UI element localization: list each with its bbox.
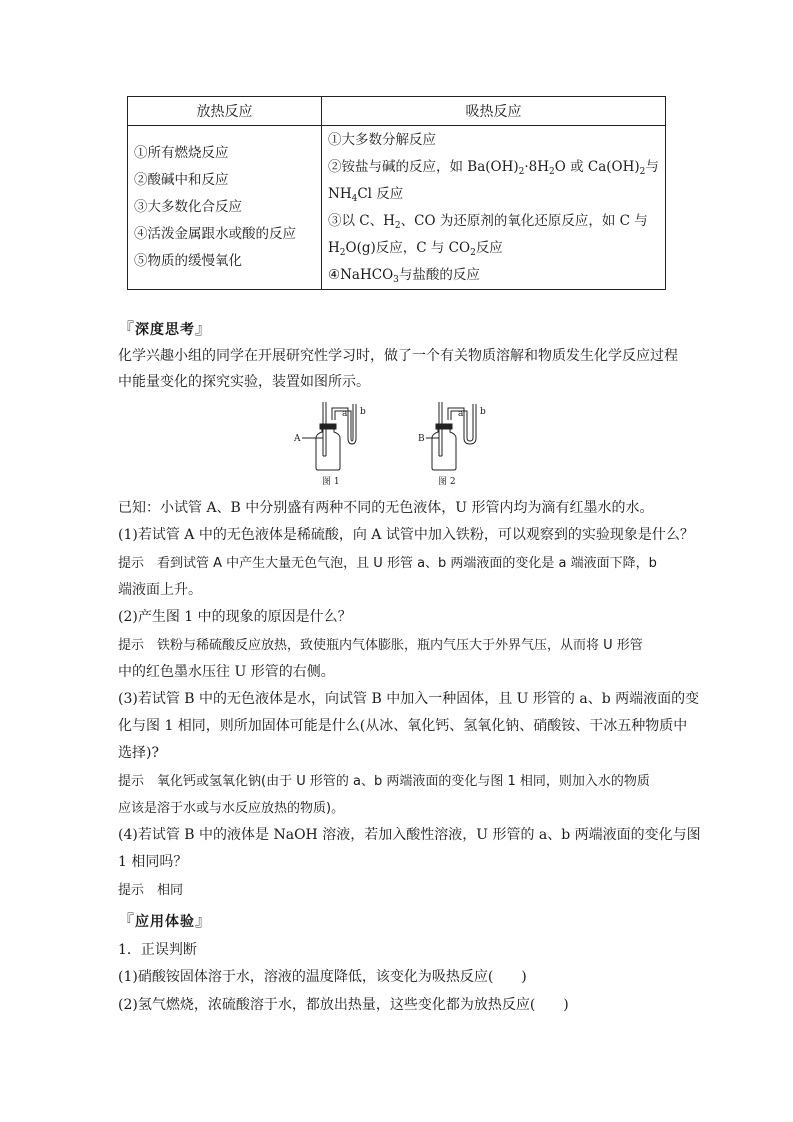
judgment-1: (1)硝酸铵固体溶于水，溶液的温度降低，该变化为吸热反应( ) bbox=[118, 969, 527, 985]
answer-4: 提示 相同 bbox=[118, 883, 184, 898]
question-4-line-2: 1 相同吗？ bbox=[118, 854, 188, 870]
section-application: 『应用体验』 bbox=[118, 911, 213, 930]
endothermic-cell bbox=[322, 126, 666, 290]
label-A: A bbox=[294, 434, 301, 444]
endo-line-2: ②铵盐与碱的反应，如 $Ba(OH)_2\cdot 8H_2O$ 或 $Ca(OH)_2$与 bbox=[328, 159, 659, 177]
exo-item-2: ②酸碱中和反应 bbox=[134, 172, 229, 188]
answer-3-line-1: 提示 氧化钙或氢氧化钠(由于 U 形管的 a、b 两端液面的变化与图 1 相同，则加入水的物质 bbox=[118, 774, 650, 789]
judgment-2: (2)氢气燃烧，浓硫酸溶于水，都放出热量，这些变化都为放热反应( ) bbox=[118, 997, 569, 1013]
question-3-line-2: 化与图 1 相同，则所加固体可能是什么(从冰、氧化钙、氢氧化钠、硝酸铵、干冰五种物质中 bbox=[118, 718, 688, 734]
caption-fig2: 图 2 bbox=[438, 477, 456, 487]
question-3-line-3: 选择)? bbox=[118, 745, 159, 761]
exo-item-4: ④活泼金属跟水或酸的反应 bbox=[134, 226, 296, 242]
apparatus-figure bbox=[290, 398, 510, 488]
endo-line-6: ④NaHCO$_3$与盐酸的反应 bbox=[328, 267, 480, 285]
answer-1-line-1: 提示 看到试管 A 中产生大量无色气泡，且 U 形管 a、b 两端液面的变化是 a 端液面下降，b bbox=[118, 556, 657, 571]
header-exothermic: 放热反应 bbox=[128, 97, 322, 126]
exothermic-cell bbox=[128, 126, 322, 290]
caption-fig1: 图 1 bbox=[322, 477, 340, 487]
question-3-line-1: (3)若试管 B 中的无色液体是水，向试管 B 中加入一种固体，且 U 形管的 a、b 两端液面的变 bbox=[118, 691, 700, 707]
question-4-line-1: (4)若试管 B 中的液体是 NaOH 溶液，若加入酸性溶液，U 形管的 a、b 两端液面的变化与图 bbox=[118, 827, 701, 843]
label-a-fig2: a bbox=[458, 409, 464, 419]
intro-line-1: 化学兴趣小组的同学在开展研究性学习时，做了一个有关物质溶解和物质发生化学反应过程 bbox=[118, 348, 678, 364]
reaction-table bbox=[127, 96, 666, 290]
label-b-fig2: b bbox=[480, 407, 486, 417]
known-text: 已知：小试管 A、B 中分别盛有两种不同的无色液体，U 形管内均为滴有红墨水的水。 bbox=[118, 500, 654, 516]
label-a-fig1: a bbox=[342, 409, 348, 419]
answer-1-line-2: 端液面上升。 bbox=[118, 582, 202, 598]
header-endothermic: 吸热反应 bbox=[322, 97, 666, 126]
section-deep-thinking: 『深度思考』 bbox=[118, 319, 213, 338]
endo-line-5: $H_2O(g)$反应，C 与 $CO_2$反应 bbox=[328, 240, 503, 258]
item-1-title: 1．正误判断 bbox=[118, 942, 197, 958]
answer-2-line-2: 中的红色墨水压往 U 形管的右侧。 bbox=[118, 664, 335, 680]
label-b-fig1: b bbox=[360, 407, 366, 417]
endo-line-4: ③以 C、$H_2$、CO 为还原剂的氧化还原反应，如 C 与 bbox=[328, 213, 648, 231]
answer-3-line-2: 应该是溶于水或与水反应放热的物质)。 bbox=[118, 801, 345, 816]
answer-2-line-1: 提示 铁粉与稀硫酸反应放热，致使瓶内气体膨胀，瓶内气压大于外界气压，从而将 U 形管 bbox=[118, 638, 643, 653]
label-B: B bbox=[418, 434, 425, 444]
intro-line-2: 中能量变化的探究实验，装置如图所示。 bbox=[118, 374, 370, 390]
exo-item-1: ①所有燃烧反应 bbox=[134, 145, 229, 161]
question-2: (2)产生图 1 中的现象的原因是什么？ bbox=[118, 609, 352, 625]
question-1: (1)若试管 A 中的无色液体是稀硫酸，向 A 试管中加入铁粉，可以观察到的实验现象是什么？ bbox=[118, 527, 694, 543]
exo-item-3: ③大多数化合反应 bbox=[134, 199, 242, 215]
endo-line-1: ①大多数分解反应 bbox=[328, 132, 436, 148]
endo-line-3: $NH_4Cl$ 反应 bbox=[328, 186, 404, 204]
exo-item-5: ⑤物质的缓慢氧化 bbox=[134, 253, 242, 269]
